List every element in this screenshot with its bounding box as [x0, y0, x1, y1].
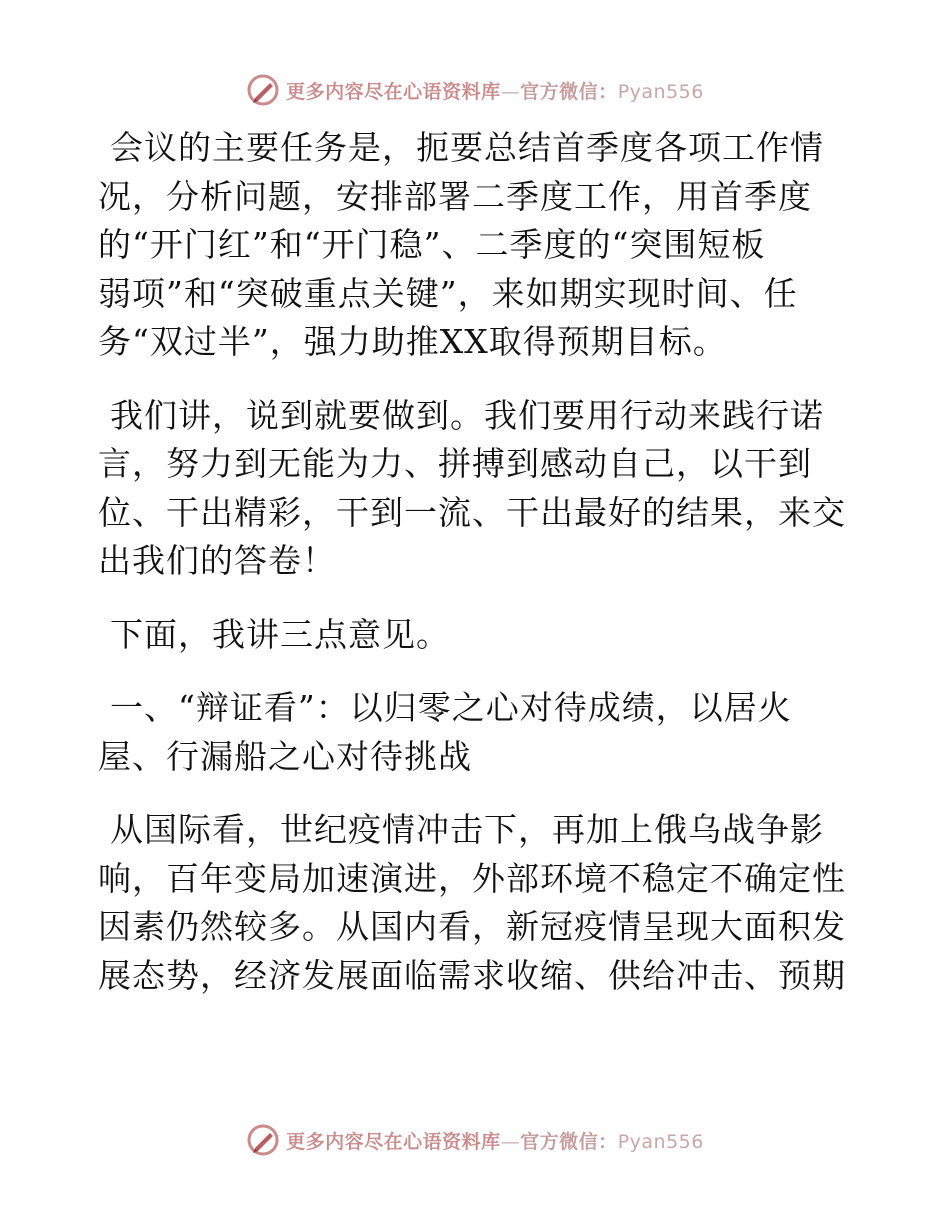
paragraph-meeting-tasks: 会议的主要任务是，扼要总结首季度各项工作情 况，分析问题，安排部署二季度工作，用首季度 的“开门红”和“开门稳”、二季度的“突围短板 弱项”和“突破重点关键”，来如期实现时间、任 务“双过半”，强力助推XX取得预期目标。 — [98, 128, 824, 361]
footer-watermark — [0, 1120, 950, 1160]
paragraph-action-promise: 我们讲，说到就要做到。我们要用行动来践行诺 言，努力到无能为力、拼搏到感动自己，以干到 位、干出精彩，干到一流、干出最好的结果，来交 出我们的答卷！ — [98, 395, 846, 580]
banner-separator: — — [500, 80, 521, 103]
banner-wechat-label: 官方微信： — [520, 80, 618, 103]
document-body — [98, 124, 850, 1025]
pen-logo-icon — [246, 1123, 280, 1157]
pen-logo-icon — [246, 73, 280, 107]
paragraph-international-domestic: 从国际看，世纪疫情冲击下，再加上俄乌战争影 响，百年变局加速演进，外部环境不稳定不确定性 因素仍然较多。从国内看，新冠疫情呈现大面积发 展态势，经济发展面临需求收缩、供给冲击、预期 — [98, 810, 846, 995]
banner-brand-text: 更多内容尽在心语资料库 — [286, 80, 501, 103]
section-heading-one: 一、“辩证看”：以归零之心对待成绩，以居火 屋、行漏船之心对待挑战 — [98, 688, 792, 776]
header-watermark — [0, 70, 950, 110]
banner-wechat-label: 官方微信： — [520, 1130, 618, 1153]
paragraph-three-points: 下面，我讲三点意见。 — [110, 614, 450, 654]
banner-separator: — — [500, 1130, 521, 1153]
banner-brand-text: 更多内容尽在心语资料库 — [286, 1130, 501, 1153]
banner-wechat-id: Pyan556 — [617, 80, 704, 103]
banner-wechat-id: Pyan556 — [617, 1130, 704, 1153]
